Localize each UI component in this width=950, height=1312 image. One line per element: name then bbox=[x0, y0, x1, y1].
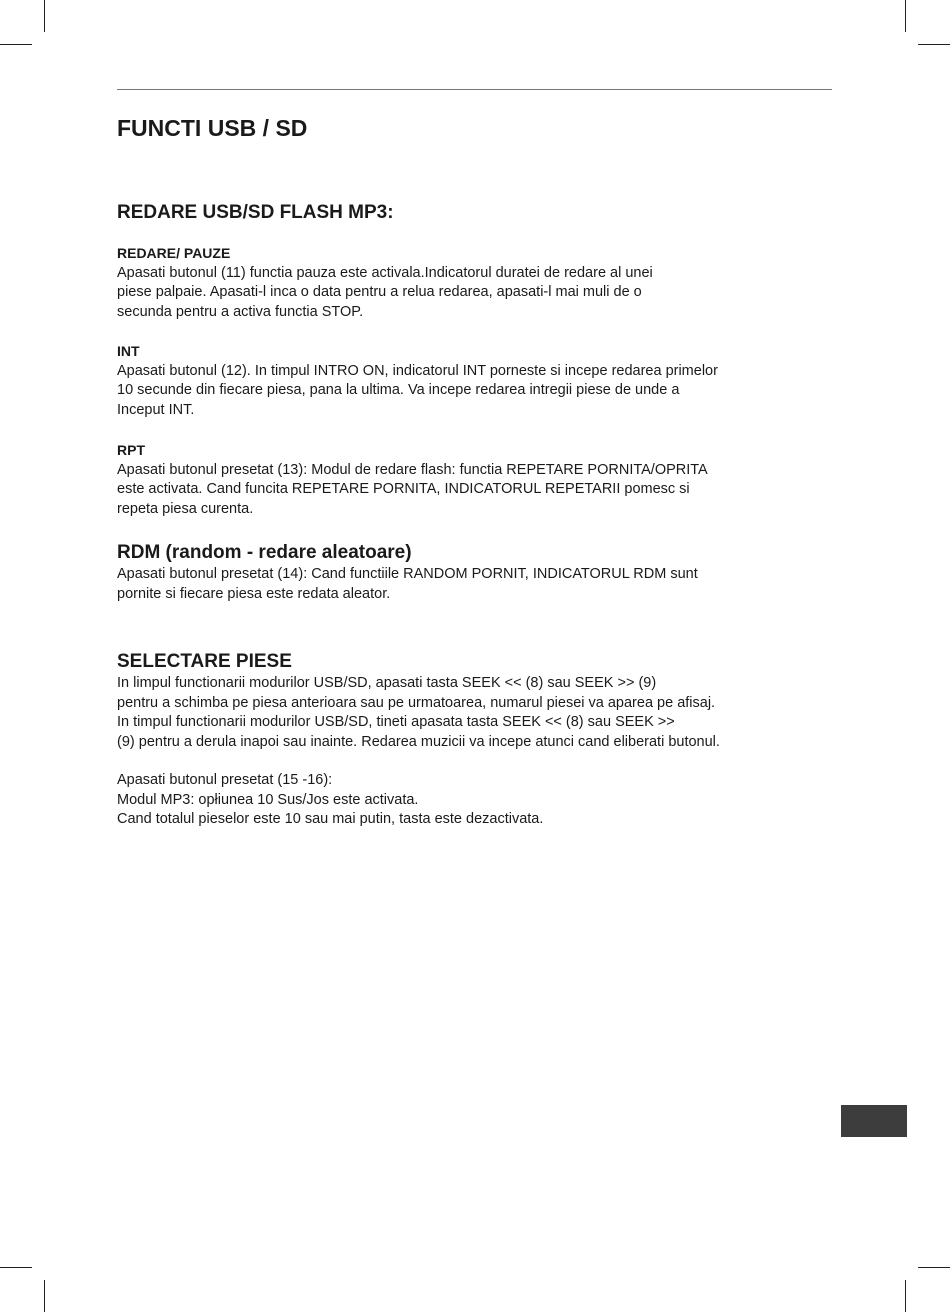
subsection-heading: REDARE/ PAUZE bbox=[117, 245, 231, 261]
paragraph-line: Modul MP3: opłiunea 10 Sus/Jos este activata. bbox=[117, 791, 419, 808]
paragraph-line: Apasati butonul presetat (15 -16): bbox=[117, 772, 333, 788]
subsection-heading: RPT bbox=[117, 442, 145, 458]
crop-mark-bottom-right-v bbox=[905, 1280, 906, 1312]
header-rule bbox=[117, 89, 832, 90]
paragraph-line: Apasati butonul (12). In timpul INTRO ON, indicatorul INT porneste si incepe redarea primelor bbox=[117, 362, 718, 379]
paragraph-line: pornite si fiecare piesa este redata aleator. bbox=[117, 585, 391, 602]
subsection-heading: RDM (random - redare aleatoare) bbox=[117, 542, 412, 563]
section-heading: REDARE USB/SD FLASH MP3: bbox=[117, 202, 394, 223]
section-rpt bbox=[117, 441, 837, 519]
paragraph-line: Apasati butonul (11) functia pauza este activala.Indicatorul duratei de redare al unei bbox=[117, 264, 653, 281]
section-redare-flash bbox=[117, 201, 837, 225]
crop-mark-top-right-v bbox=[905, 0, 906, 32]
page-tab-marker bbox=[841, 1105, 907, 1137]
section-presetat bbox=[117, 771, 837, 830]
paragraph-line: (9) pentru a derula inapoi sau inainte. Redarea muzicii va incepe atunci cand eliberati butonul. bbox=[117, 733, 720, 750]
crop-mark-bottom-left-v bbox=[44, 1280, 45, 1312]
paragraph-line: 10 secunde din fiecare piesa, pana la ultima. Va incepe redarea intregii piese de unde a bbox=[117, 382, 680, 398]
section-redare-pauze bbox=[117, 244, 837, 322]
crop-mark-top-left-v bbox=[44, 0, 45, 32]
section-selectare-piese bbox=[117, 650, 837, 752]
paragraph-line: pentru a schimba pe piesa anterioara sau pe urmatoarea, numarul piesei va aparea pe afisaj. bbox=[117, 694, 716, 711]
paragraph-line: Cand totalul pieselor este 10 sau mai putin, tasta este dezactivata. bbox=[117, 811, 544, 827]
crop-mark-bottom-left-h bbox=[0, 1267, 32, 1268]
paragraph-line: In timpul functionarii modurilor USB/SD, tineti apasata tasta SEEK << (8) sau SEEK >> bbox=[117, 714, 675, 730]
crop-mark-bottom-right-h bbox=[918, 1267, 950, 1268]
page-title: FUNCTI USB / SD bbox=[117, 115, 308, 141]
paragraph-line: In limpul functionarii modurilor USB/SD, apasati tasta SEEK << (8) sau SEEK >> (9) bbox=[117, 675, 657, 691]
paragraph-line: piese palpaie. Apasati-l inca o data pentru a relua redarea, apasati-l mai muli de o bbox=[117, 284, 642, 300]
paragraph-line: este activata. Cand funcita REPETARE PORNITA, INDICATORUL REPETARII pomesc si bbox=[117, 481, 690, 497]
paragraph-line: Inceput INT. bbox=[117, 401, 195, 418]
section-int bbox=[117, 342, 837, 420]
paragraph-line: secunda pentru a activa functia STOP. bbox=[117, 303, 364, 320]
paragraph-line: Apasati butonul presetat (14): Cand functiile RANDOM PORNIT, INDICATORUL RDM sunt bbox=[117, 566, 698, 582]
paragraph-line: repeta piesa curenta. bbox=[117, 500, 254, 517]
subsection-heading: INT bbox=[117, 343, 140, 359]
paragraph-line: Apasati butonul presetat (13): Modul de redare flash: functia REPETARE PORNITA/OPRITA bbox=[117, 461, 708, 478]
section-rdm bbox=[117, 541, 837, 604]
subsection-heading: SELECTARE PIESE bbox=[117, 651, 292, 672]
crop-mark-top-right-h bbox=[918, 44, 950, 45]
crop-mark-top-left-h bbox=[0, 44, 32, 45]
